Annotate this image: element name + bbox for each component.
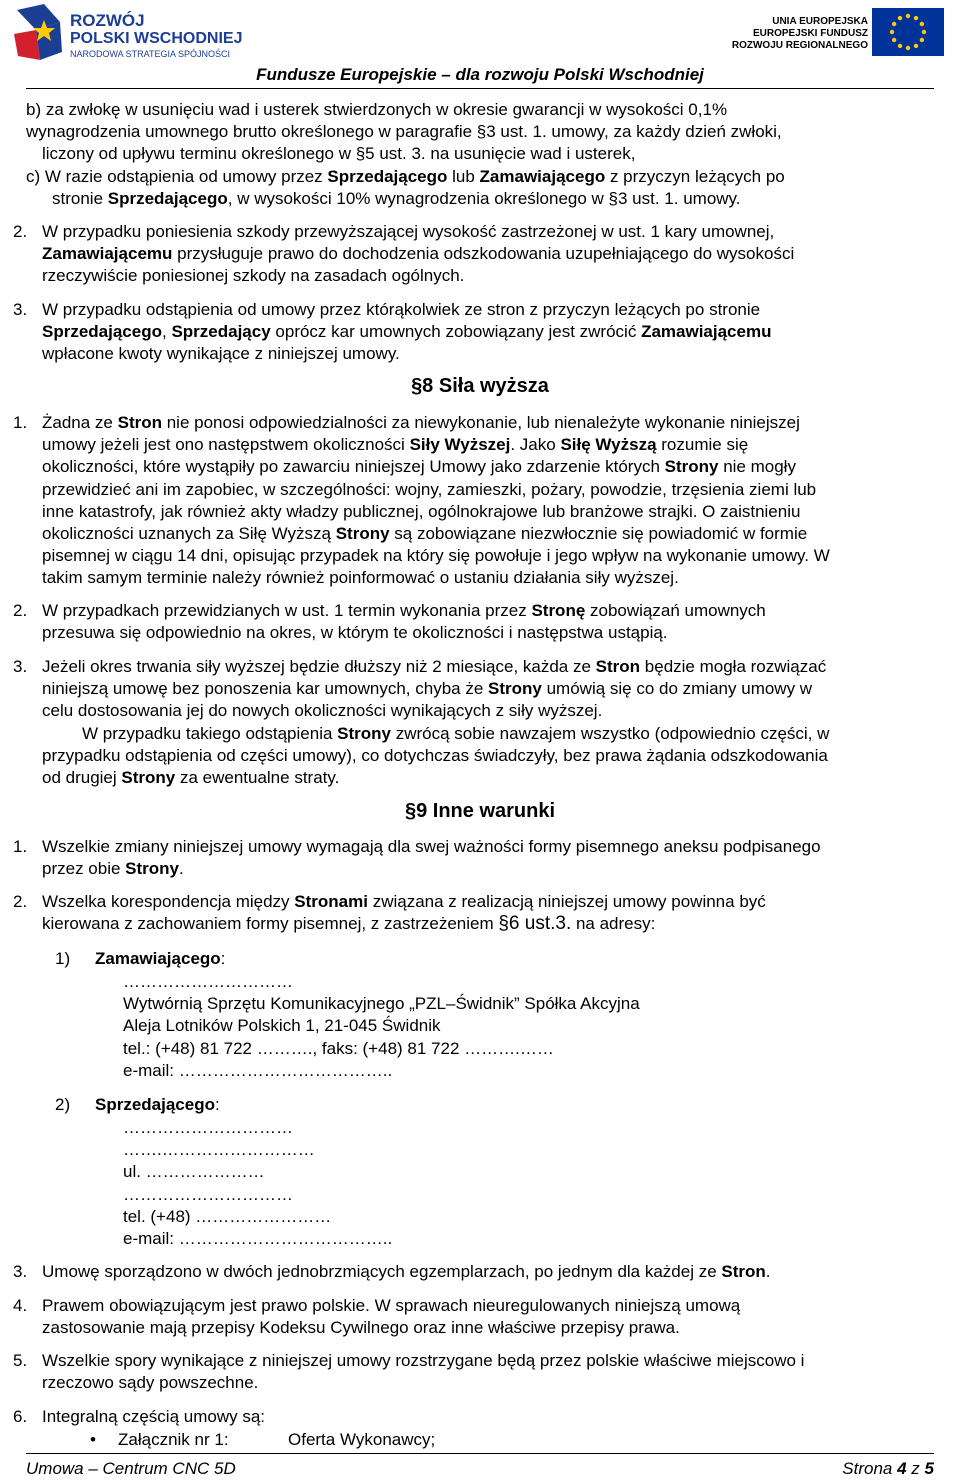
paragraph-number: 1. — [13, 837, 28, 856]
address-number: 1) — [55, 949, 71, 968]
address-line: Wytwórnią Sprzętu Komunikacyjnego „PZL–Świdnik” Spółka Akcyjna — [123, 994, 640, 1014]
address-block-buyer — [123, 971, 640, 1082]
footer-divider — [26, 1453, 934, 1454]
paragraph-number: 4. — [13, 1296, 28, 1315]
rozwoj-polski-wschodniej-logo — [14, 4, 254, 62]
force-majeure-paragraph-2: W przypadkach przewidzianych w ust. 1 termin wykonania przez Stronę zobowiązań umownych przesuwa się odpowiednio na okres, w którym te okoliczności i następstwa ustąpią. — [42, 601, 766, 643]
paragraph-2: W przypadku poniesienia szkody przewyższającej wysokość zastrzeżonej w ust. 1 kary umownej, Zamawiającemu przysługuje prawo do dochodzenia odszkodowania uzupełniającego do wysokości rzeczywiście poniesionej szkody na zasadach ogólnych. — [42, 222, 795, 286]
other-terms-paragraph-5: Wszelkie spory wynikające z niniejszej umowy rozstrzygane będą przez polskie właściwe miejscowo i rzeczowo sądy powszechne. — [42, 1351, 805, 1393]
logo-line-2: POLSKI WSCHODNIEJ — [70, 30, 243, 47]
other-terms-paragraph-4: Prawem obowiązującym jest prawo polskie. W sprawach nieuregulowanych niniejszą umową zastosowanie mają przepisy Kodeksu Cywilnego oraz inne właściwe przepisy prawa. — [42, 1296, 741, 1338]
paragraph-number: 2. — [13, 601, 28, 620]
eu-line-1: UNIA EUROPEJSKA — [772, 16, 868, 27]
section-heading-9: §9 Inne warunki — [404, 800, 556, 822]
address-line: Aleja Lotników Polskich 1, 21-045 Świdnik — [123, 1016, 441, 1036]
bullet-icon: • — [90, 1430, 96, 1449]
clause-b-line: wynagrodzenia umownego brutto określonego w paragrafie §3 ust. 1. umowy, za każdy dzień zwłoki, — [26, 122, 782, 142]
address-line: tel. (+48) …………………… — [123, 1206, 332, 1226]
header-divider — [26, 88, 934, 89]
eu-flag-icon — [872, 8, 944, 56]
clause-b-line: liczony od upływu terminu określonego w §5 ust. 3. na usunięcie wad i usterek, — [42, 144, 636, 164]
other-terms-paragraph-6: Integralną częścią umowy są: — [42, 1407, 265, 1426]
address-line: tel.: (+48) 81 722 ………., faks: (+48) 81 722 ……….…… — [123, 1038, 554, 1058]
force-majeure-paragraph-3: Jeżeli okres trwania siły wyższej będzie dłuższy niż 2 miesiące, każda ze Stron będzie mogła rozwiązać niniejszą umowę bez ponoszenia kar umownych, chyba że Strony umówią się co do zmiany umowy w celu dostosowania jej do nowych okoliczności wynikających z siły wyższej. W przypadku takiego odstąpienia Strony zwrócą sobie nawzajem wszystko (odpowiednio części, w przypadku odstąpienia od części umowy), co dotychczas świadczyły, bez prawa żądania odszkodowania od drugiej Strony za ewentualne straty. — [42, 657, 830, 788]
address-number: 2) — [55, 1095, 71, 1114]
address-label-buyer: Zamawiającego: — [95, 949, 226, 968]
force-majeure-paragraph-1: Żadna ze Stron nie ponosi odpowiedzialności za niewykonanie, lub nienależyte wykonanie niniejszej umowy jeżeli jest ono następstwem okoliczności Siły Wyższej. Jako Siłę Wyższą rozumie się okoliczności, które wystąpiły po zawarciu niniejszej Umowy jako zdarzenie których Strony nie mogły przewidzieć ani im zapobiec, w szczególności: wojny, zamieszki, pożary, powodzie, trzęsienia ziemi lub inne katastrofy, jak również akty władzy publicznej, ogólnokrajowe lub branżowe strajki. O zaistnieniu okoliczności uznanych za Siłę Wyższą Strony są zobowiązane niezwłocznie się powiadomić w formie pisemnej w ciągu 14 dni, opisując przypadek na który się powołuje i jego wpływ na wykonanie umowy. W takim samym terminie należy również poinformować o ustaniu działania siły wyższej. — [42, 413, 830, 588]
clause-b — [26, 99, 940, 166]
other-terms-paragraph-1: Wszelkie zmiany niniejszej umowy wymagają dla swej ważności formy pisemnego aneksu podpisanego przez obie Strony. — [42, 837, 821, 879]
paragraph-number: 1. — [13, 413, 28, 432]
paragraph-number: 2. — [13, 222, 28, 241]
clause-c-line-2: stronie Sprzedającego, w wysokości 10% wynagrodzenia określonego w §3 ust. 1. umowy. — [52, 189, 741, 209]
clause-b-line: b) za zwłokę w usunięciu wad i usterek stwierdzonych w okresie gwarancji w wysokości 0,1% — [26, 100, 728, 119]
paragraph-number: 2. — [13, 892, 28, 911]
footer-page-number: Strona 4 z 5 — [842, 1459, 934, 1478]
address-line: e-mail: ……………………………….. — [123, 1229, 393, 1249]
eu-line-2: EUROPEJSKI FUNDUSZ — [752, 28, 868, 39]
attachment-value: Oferta Wykonawcy; — [288, 1430, 436, 1449]
header-tagline: Fundusze Europejskie – dla rozwoju Polski Wschodniej — [256, 65, 704, 84]
address-block-seller — [123, 1117, 392, 1250]
other-terms-paragraph-3: Umowę sporządzono w dwóch jednobrzmiących egzemplarzach, po jednym dla każdej ze Stron. — [42, 1262, 771, 1281]
paragraph-3: W przypadku odstąpienia od umowy przez którąkolwiek ze stron z przyczyn leżących po stronie Sprzedającego, Sprzedający oprócz kar umownych zobowiązany jest zwrócić Zamawiającemu wpłacone kwoty wynikające z niniejszej umowy. — [42, 300, 772, 364]
eu-erdf-logo — [731, 8, 944, 60]
address-line: …….……………………… — [123, 1140, 315, 1160]
address-line: ………………………… — [123, 1184, 293, 1204]
paragraph-number: 3. — [13, 657, 28, 676]
attachment-label: Załącznik nr 1: — [118, 1430, 229, 1449]
footer-document-title: Umowa – Centrum CNC 5D — [26, 1459, 236, 1478]
section-heading-8: §8 Siła wyższa — [411, 375, 549, 397]
logo-line-3: NARODOWA STRATEGIA SPÓJNOŚCI — [70, 49, 231, 59]
address-line: ………………………… — [123, 1118, 293, 1137]
clause-c-line-1: c) W razie odstąpienia od umowy przez Sprzedającego lub Zamawiającego z przyczyn leżących po — [26, 167, 785, 186]
address-line: ………………………… — [123, 972, 293, 991]
star-emblem-icon — [14, 4, 64, 62]
address-label-seller: Sprzedającego: — [95, 1095, 220, 1114]
logo-line-1: ROZWÓJ — [70, 11, 145, 30]
eu-line-3: ROZWOJU REGIONALNEGO — [731, 40, 868, 51]
paragraph-number: 3. — [13, 300, 28, 319]
paragraph-number: 5. — [13, 1351, 28, 1370]
other-terms-paragraph-2: Wszelka korespondencja między Stronami związana z realizacją niniejszej umowy powinna być kierowana z zachowaniem formy pisemnej, z zastrzeżeniem §6 ust.3. na adresy: — [42, 892, 766, 935]
paragraph-number: 3. — [13, 1262, 28, 1281]
clause-c — [26, 166, 940, 210]
paragraph-number: 6. — [13, 1407, 28, 1426]
address-line: ul. ………………… — [123, 1162, 265, 1182]
address-line: e-mail: ……………………………….. — [123, 1060, 393, 1080]
